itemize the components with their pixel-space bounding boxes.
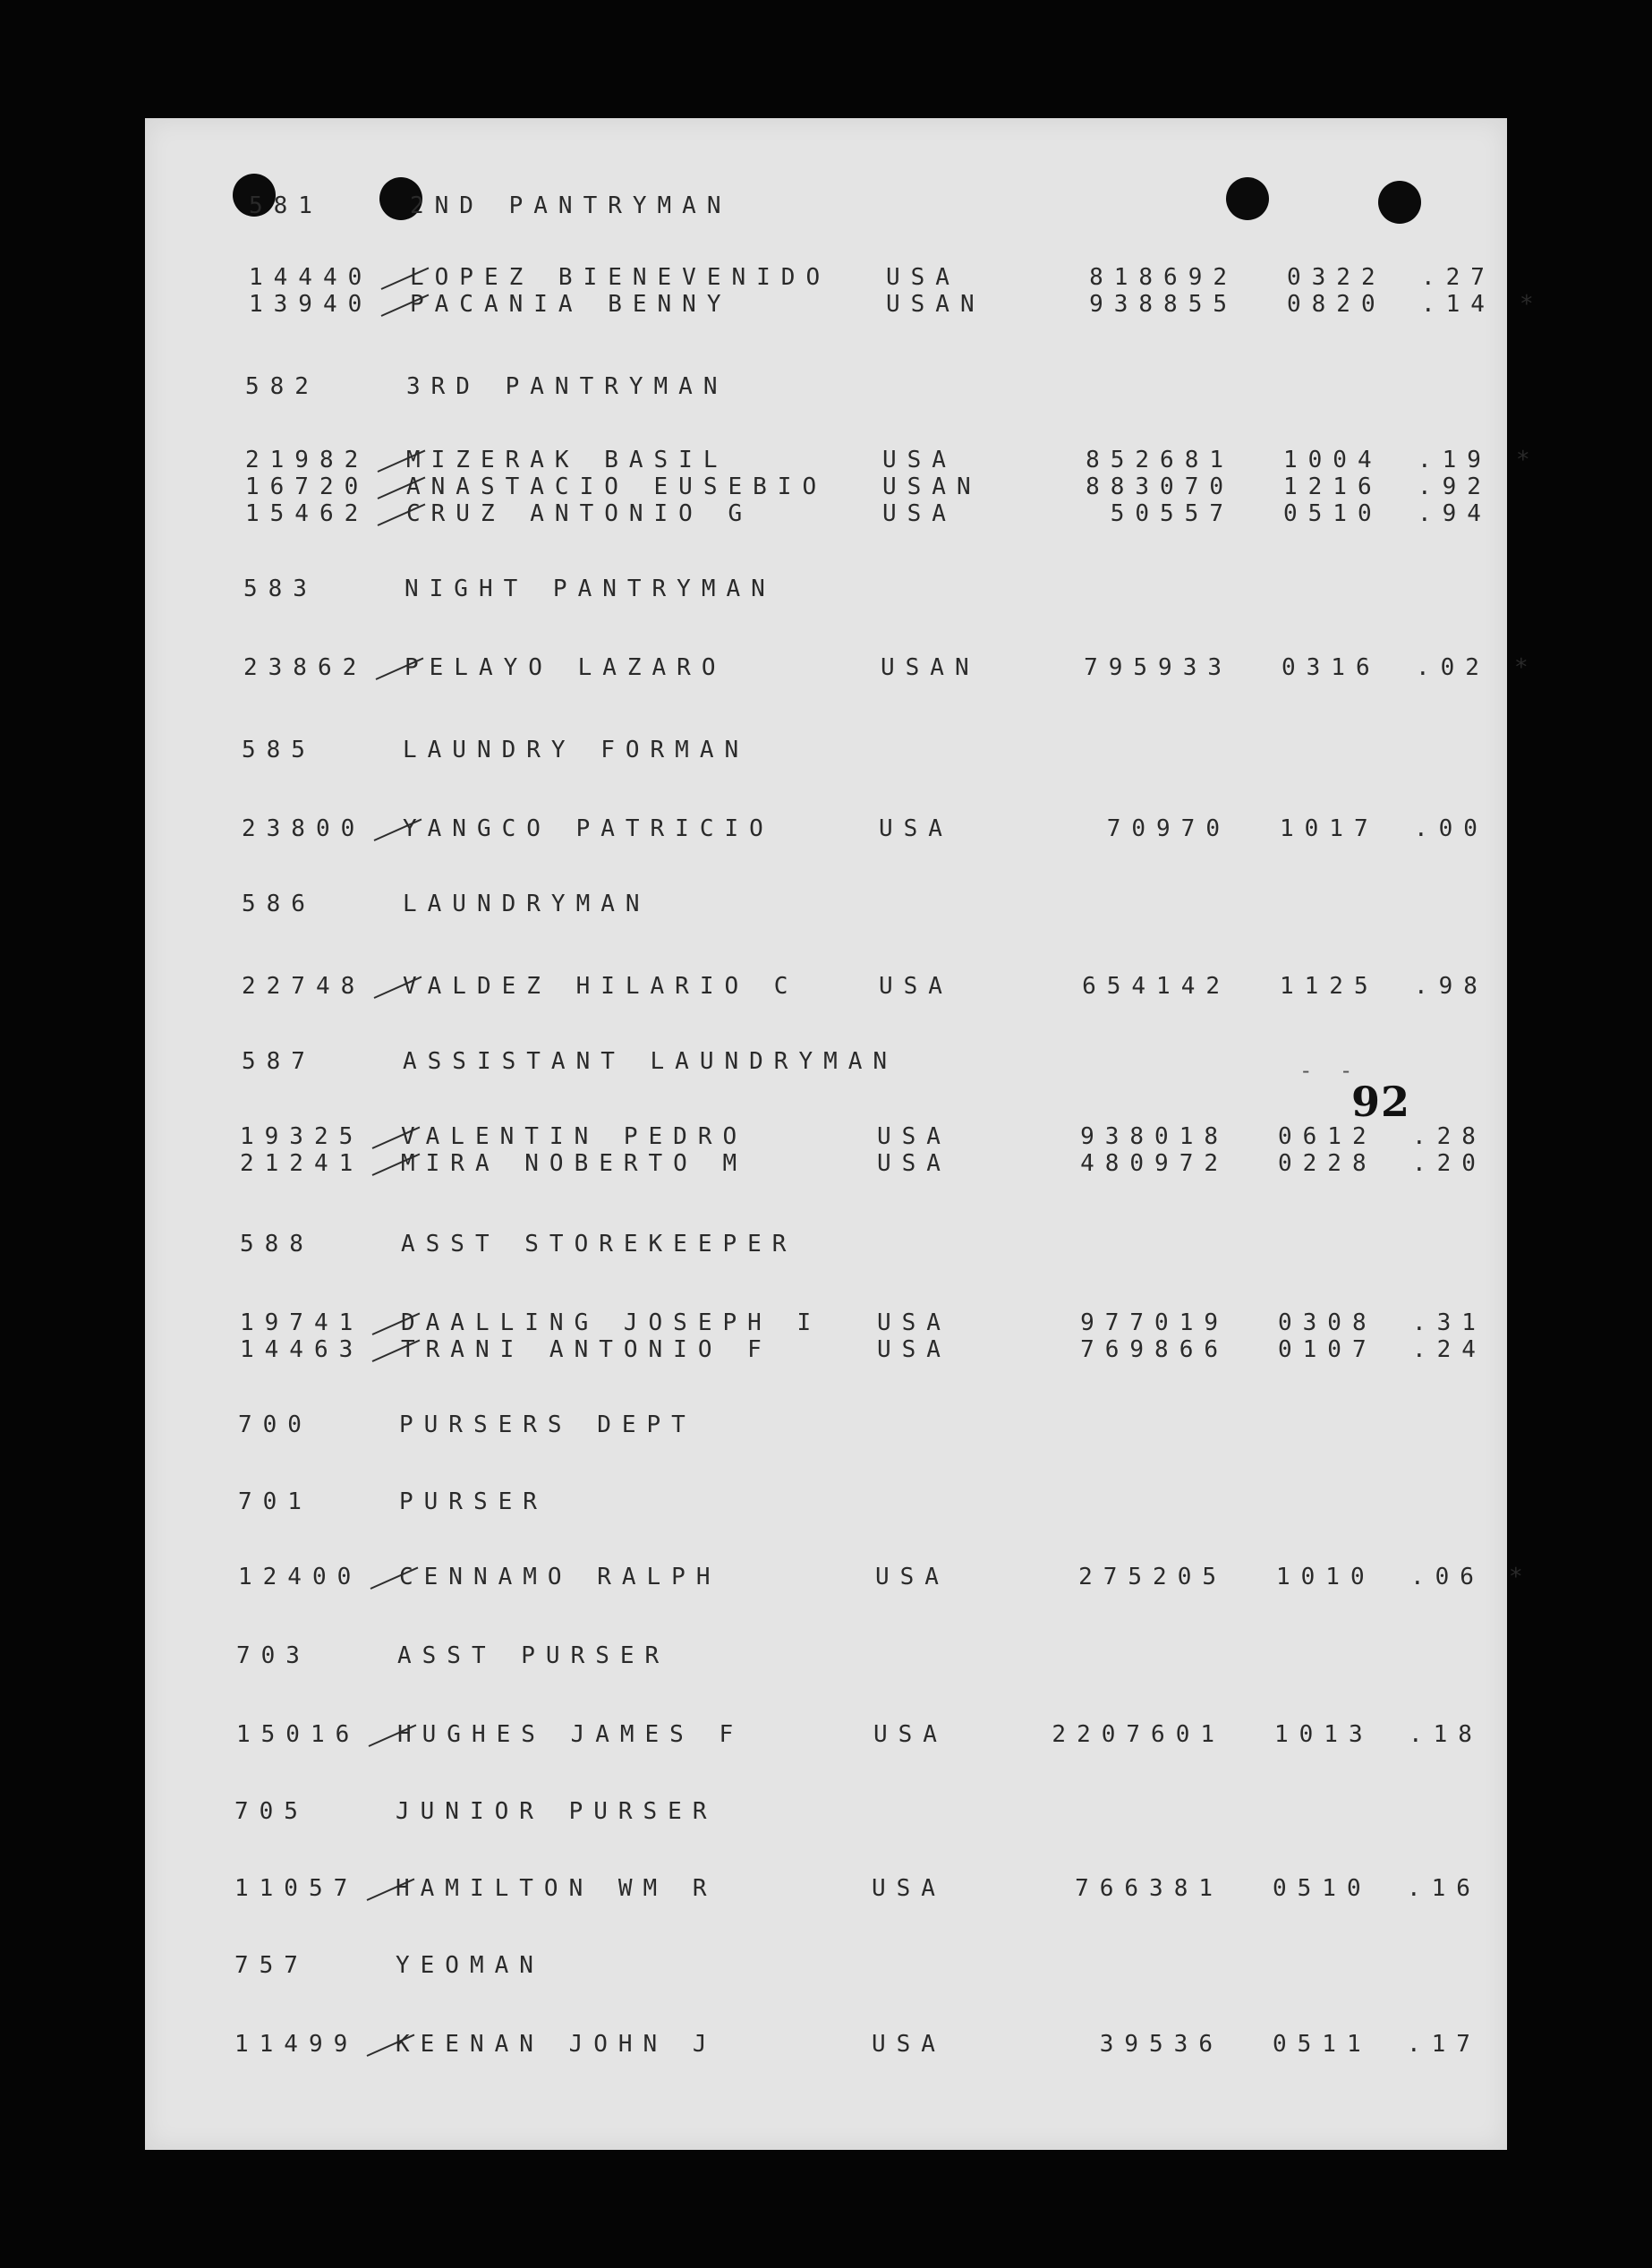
crew-row: [240, 1334, 1529, 1366]
rating-code: 19325: [240, 1123, 364, 1150]
crew-name: KEENAN JOHN J: [396, 2031, 718, 2058]
rating-title: ASSISTANT LAUNDRYMAN: [403, 1048, 898, 1075]
rate-value: .31: [1412, 1309, 1486, 1336]
rating-code: 13940: [249, 291, 373, 318]
date-code: 0612: [1278, 1123, 1377, 1150]
crew-row: [234, 2028, 1523, 2060]
rating-code: 587: [242, 1048, 316, 1075]
section-heading: [238, 1409, 1527, 1441]
crew-name: MIZERAK BASIL: [406, 447, 728, 473]
rating-title: YEOMAN: [396, 1952, 544, 1979]
rating-code: 705: [234, 1798, 309, 1825]
nationality: USAN: [881, 654, 980, 681]
rating-code: 22748: [242, 973, 366, 1000]
document-number: 883070: [1086, 473, 1234, 500]
nationality: USA: [872, 2031, 946, 2058]
nationality: USA: [877, 1150, 951, 1177]
rating-title: JUNIOR PURSER: [396, 1798, 718, 1825]
rating-title: 3RD PANTRYMAN: [406, 373, 728, 400]
crew-name: PELAYO LAZARO: [404, 654, 727, 681]
document-number: 938855: [1089, 291, 1238, 318]
nationality: USAN: [882, 473, 982, 500]
crew-name: ANASTACIO EUSEBIO: [406, 473, 828, 500]
section-heading: [249, 190, 1537, 222]
rating-code: 582: [245, 373, 319, 400]
rating-code: 14463: [240, 1336, 364, 1363]
rating-title: LAUNDRYMAN: [403, 891, 651, 917]
date-code: 0322: [1287, 264, 1386, 291]
crew-name: MIRA NOBERTO M: [401, 1150, 748, 1177]
rate-value: .94: [1418, 500, 1492, 527]
rate-value: .16: [1407, 1875, 1481, 1902]
rate-value: .20: [1412, 1150, 1486, 1177]
asterisk-mark: *: [1509, 1564, 1523, 1590]
crew-name: DAALLING JOSEPH I: [401, 1309, 822, 1336]
section-heading: [240, 1228, 1529, 1260]
crew-name: YANGCO PATRICIO: [403, 815, 774, 842]
rating-code: 23862: [243, 654, 368, 681]
document-number: 769866: [1080, 1336, 1229, 1363]
asterisk-mark: *: [1514, 654, 1529, 681]
nationality: USA: [882, 500, 957, 527]
nationality: USA: [886, 264, 960, 291]
nationality: USA: [877, 1309, 951, 1336]
rating-code: 14440: [249, 264, 373, 291]
asterisk-mark: *: [1516, 447, 1530, 473]
date-code: 1013: [1274, 1721, 1374, 1748]
section-heading: [242, 1045, 1530, 1078]
nationality: USA: [872, 1875, 946, 1902]
section-heading: [242, 734, 1530, 766]
rate-value: .98: [1414, 973, 1488, 1000]
rating-code: 585: [242, 737, 316, 763]
rating-code: 23800: [242, 815, 366, 842]
date-code: 1017: [1280, 815, 1379, 842]
document-number: 654142: [1082, 973, 1230, 1000]
crew-name: CRUZ ANTONIO G: [406, 500, 754, 527]
crew-name: TRANI ANTONIO F: [401, 1336, 772, 1363]
rating-title: PURSERS DEPT: [399, 1411, 696, 1438]
nationality: USA: [873, 1721, 948, 1748]
rating-code: 16720: [245, 473, 370, 500]
nationality: USAN: [886, 291, 985, 318]
date-code: 0107: [1278, 1336, 1377, 1363]
document-number: 818692: [1089, 264, 1238, 291]
rate-value: .02: [1416, 654, 1490, 681]
rating-code: 701: [238, 1488, 312, 1515]
crew-name: VALENTIN PEDRO: [401, 1123, 748, 1150]
crew-name: HAMILTON WM R: [396, 1875, 718, 1902]
rating-code: 700: [238, 1411, 312, 1438]
rating-code: 703: [236, 1642, 311, 1669]
rating-code: 15462: [245, 500, 370, 527]
date-code: 0316: [1282, 654, 1381, 681]
rate-value: .06: [1410, 1564, 1485, 1590]
crew-row: [242, 970, 1530, 1002]
rating-title: ASST PURSER: [397, 1642, 670, 1669]
rating-code: 583: [243, 576, 318, 602]
rating-code: 21982: [245, 447, 370, 473]
document-number: 795933: [1084, 654, 1232, 681]
crew-row: [243, 652, 1532, 684]
rating-code: 581: [249, 192, 323, 219]
nationality: USA: [882, 447, 957, 473]
rating-code: 586: [242, 891, 316, 917]
rate-value: .92: [1418, 473, 1492, 500]
nationality: USA: [879, 815, 953, 842]
margin-mark: - -: [1299, 1058, 1360, 1083]
rating-title: NIGHT PANTRYMAN: [404, 576, 776, 602]
rate-value: .27: [1421, 264, 1495, 291]
rating-code: 757: [234, 1952, 309, 1979]
document-number: 50557: [1110, 500, 1234, 527]
date-code: 1125: [1280, 973, 1379, 1000]
rating-title: LAUNDRY FORMAN: [403, 737, 750, 763]
crew-row: [240, 1147, 1529, 1180]
document-number: 39536: [1099, 2031, 1223, 2058]
document-number: 977019: [1080, 1309, 1229, 1336]
date-code: 0228: [1278, 1150, 1377, 1177]
section-heading: [236, 1640, 1525, 1672]
document-number: 938018: [1080, 1123, 1229, 1150]
section-heading: [242, 888, 1530, 920]
crew-row: [242, 813, 1530, 845]
crew-name: HUGHES JAMES F: [397, 1721, 745, 1748]
date-code: 0510: [1273, 1875, 1372, 1902]
document-number: 766381: [1075, 1875, 1223, 1902]
rating-code: 19741: [240, 1309, 364, 1336]
rate-value: .19: [1418, 447, 1492, 473]
rating-code: 11499: [234, 2031, 359, 2058]
crew-row: [234, 1872, 1523, 1905]
crew-name: PACANIA BENNY: [410, 291, 732, 318]
asterisk-mark: *: [1520, 291, 1534, 318]
date-code: 0308: [1278, 1309, 1377, 1336]
crew-name: LOPEZ BIENEVENIDO: [410, 264, 831, 291]
crew-name: VALDEZ HILARIO C: [403, 973, 799, 1000]
date-code: 1004: [1283, 447, 1383, 473]
date-code: 0820: [1287, 291, 1386, 318]
rate-value: .14: [1421, 291, 1495, 318]
document-page: [145, 118, 1534, 2150]
section-heading: [245, 371, 1534, 403]
date-code: 1010: [1276, 1564, 1375, 1590]
rating-title: PURSER: [399, 1488, 548, 1515]
document-number: 480972: [1080, 1150, 1229, 1177]
rate-value: .18: [1409, 1721, 1483, 1748]
date-code: 0510: [1283, 500, 1383, 527]
section-heading: [234, 1795, 1523, 1828]
crew-row: [238, 1561, 1527, 1593]
rate-value: .24: [1412, 1336, 1486, 1363]
crew-row: [245, 498, 1534, 530]
date-code: 0511: [1273, 2031, 1372, 2058]
rating-title: ASST STOREKEEPER: [401, 1231, 797, 1258]
document-number: 70970: [1106, 815, 1230, 842]
nationality: USA: [879, 973, 953, 1000]
rating-code: 588: [240, 1231, 314, 1258]
date-code: 1216: [1283, 473, 1383, 500]
crew-row: [236, 1718, 1525, 1751]
document-number: 275205: [1078, 1564, 1227, 1590]
rating-title: 2ND PANTRYMAN: [410, 192, 732, 219]
crew-name: CENNAMO RALPH: [399, 1564, 721, 1590]
nationality: USA: [877, 1123, 951, 1150]
section-heading: [238, 1486, 1527, 1518]
rate-value: .17: [1407, 2031, 1481, 2058]
page-number: 92: [1351, 1078, 1411, 1126]
rate-value: .28: [1412, 1123, 1486, 1150]
rating-code: 15016: [236, 1721, 361, 1748]
document-number: 852681: [1086, 447, 1234, 473]
rating-code: 12400: [238, 1564, 362, 1590]
rating-code: 11057: [234, 1875, 359, 1902]
section-heading: [234, 1949, 1523, 1982]
nationality: USA: [877, 1336, 951, 1363]
crew-row: [249, 288, 1537, 320]
rating-code: 21241: [240, 1150, 364, 1177]
rate-value: .00: [1414, 815, 1488, 842]
nationality: USA: [875, 1564, 949, 1590]
section-heading: [243, 573, 1532, 605]
document-number: 2207601: [1052, 1721, 1225, 1748]
